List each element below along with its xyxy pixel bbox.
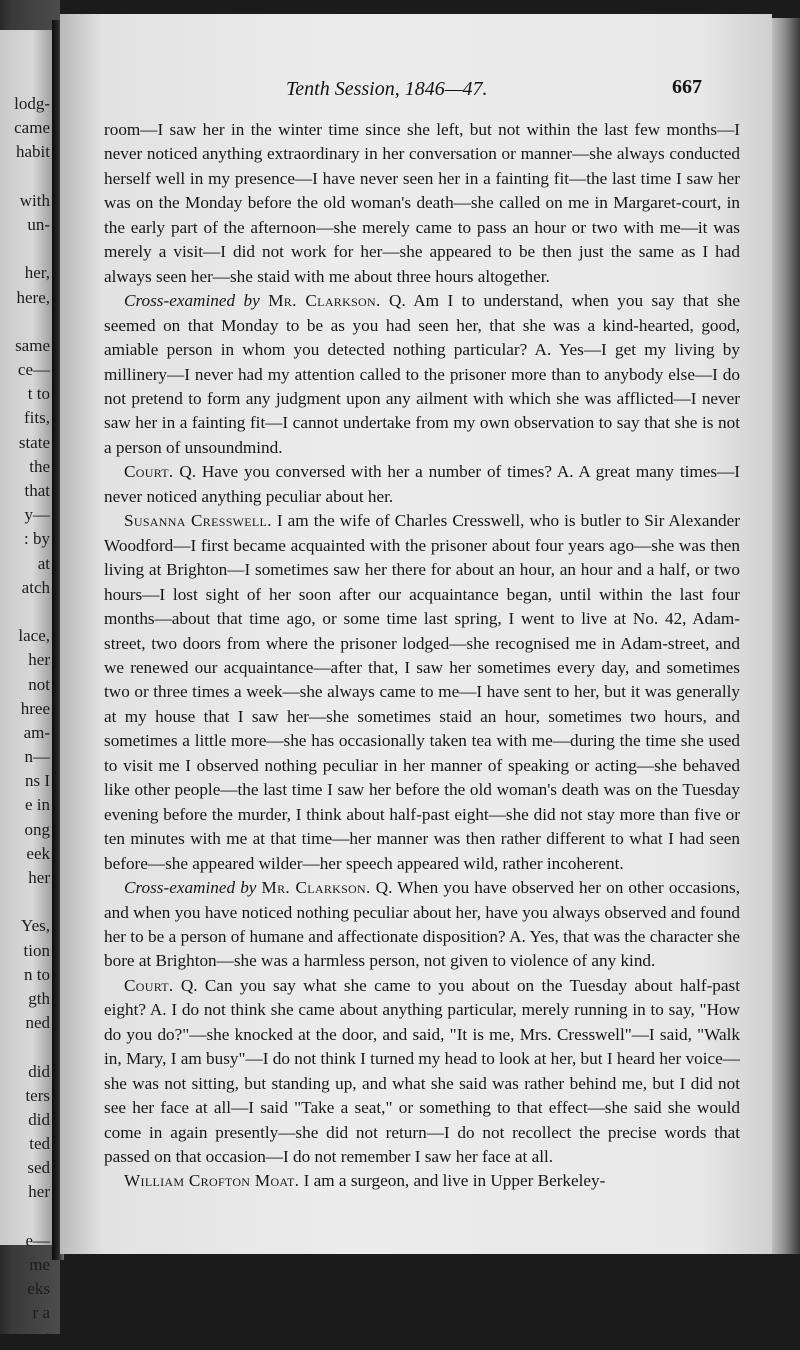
facing-page-fragment-line: atch — [21, 577, 50, 597]
facing-page-fragment-line — [14, 600, 50, 624]
facing-page-fragment-line: same — [15, 335, 50, 355]
book-page — [60, 14, 772, 1254]
paragraph-text: I am the wife of Charles Cresswell, who is butler to Sir Alexander Woodford—I first became acquainted with the prisoner about four years ago—she was then living at Brighton—I sometimes saw her there for about an hour, an hour and a half, or two hours—I lost sight of her soon after our acquaintance began, until within the last four months—about that time ago, or some time last spring, I went to live at No. 42, Adam-street, two doors from where the prisoner lodged—she recognised me in Adam-street, and we renewed our acquaintance—after that, I saw her sometimes every day, and sometimes two or three times a week—she always came to me—I have sent to her, but it was generally at my house that I saw her—she sometimes staid an hour, sometimes two hours, and sometimes a little more—she has occasionally taken tea with me—during the time she used to visit me I observed nothing peculiar in her manner of speaking or acting—she behaved like other people—the last time I saw her before the old woman's death was on the Tuesday evening before the murder, I think about half-past eight—she did not stay more than five or ten minutes with me at that time—her manner was then rather different to what I had seen before—she appeared wilder—her speech appeared wild, rather incoherent. — [104, 511, 740, 873]
facing-page-fragment-line: did — [28, 1109, 50, 1129]
facing-page-fragment — [0, 30, 54, 1347]
facing-page-fragment-line: that — [24, 481, 50, 500]
witness-name: William Crofton Moat. — [124, 1171, 300, 1191]
facing-page-fragment-line: e in — [24, 795, 50, 815]
facing-page-line-ends — [14, 92, 50, 1350]
facing-page-fragment-line: : by — [24, 529, 50, 549]
speaker-name: Mr. Clarkson. — [261, 878, 371, 898]
speaker-name: Court. — [124, 462, 174, 482]
facing-page-fragment-line: her, — [24, 263, 50, 283]
facing-page-fragment-line: y— — [24, 505, 50, 525]
facing-page-fragment-line: did — [28, 1061, 50, 1081]
body-text — [104, 118, 740, 1194]
facing-page-fragment-line: am- — [23, 722, 50, 742]
page-number: 667 — [672, 76, 702, 98]
facing-page-fragment-line: sed — [27, 1158, 50, 1178]
facing-page-fragment-line: e— — [25, 1230, 50, 1250]
paragraph-testimony-continued — [104, 118, 740, 289]
page-header — [60, 78, 772, 106]
facing-page-fragment-line: ce— — [17, 360, 50, 380]
facing-page-fragment-line: tion — [23, 940, 50, 960]
facing-page-fragment-line: n to — [24, 964, 50, 984]
facing-page-fragment-line: n— — [24, 747, 50, 767]
paragraph-text: Q. Can you say what she came to you about on the Tuesday about half-past eight? A. I do not think she came about anything particular, merely running in to say, "How do you do?"—she knocked at the door, and said, "It is me, Mrs. Cresswell"—I said, "Walk in, Mary, I am busy"—I do not think I turned my head to look at her, but I heard her voice—she was not sitting, but standing up, and what she said was rather behind me, but I did not see her face at all—I said "Take a seat," or something to that effect—she said she would come in again presently—she did not return—I do not recollect the precise words that passed on that occasion—I do not remember I saw her face at all. — [104, 975, 740, 1167]
paragraph-text: Q. When you have observed her on other occasions, and when you have noticed nothing peculiar about her, have you always observed and found her to be a person of humane and affectionate disposition? A. Yes, that was the character she bore at Brighton—she was a harmless person, not given to violence of any kind. — [104, 878, 740, 971]
facing-page-fragment-line: ent — [29, 1327, 50, 1347]
cross-examined-label: Cross-examined by — [124, 291, 260, 311]
facing-page-fragment-line: not — [28, 674, 50, 694]
paragraph-text: Q. Am I to understand, when you say that she seemed on that Monday to be as you had seen her, that she was a kind-hearted, good, amiable person in whom you detected nothing particular? A. Yes—I get my living by millinery—I never had my attention called to the prisoner more than to anybody else—I do not pretend to form any judgment upon any ailment with which she was afflicted—I never saw her in a fainting fit—I cannot undertake from my own observation to say that she is not a person of unsoundmind. — [104, 291, 740, 457]
running-title: Tenth Session, 1846—47. — [286, 78, 488, 100]
witness-name: Susanna Cresswell. — [124, 511, 272, 531]
facing-page-fragment-line: with — [19, 190, 50, 210]
facing-page-fragment-line: r a — [32, 1303, 50, 1323]
paragraph-text: room—I saw her in the winter time since she left, but not within the last few months—I never noticed anything extraordinary in her conversation or manner—she always conducted herself well in my presence—I have never seen her in a fainting fit—the last time I saw her was on the Monday before the old woman's death—she called on me in Margaret-court, in the early part of the afternoon—she merely came to pass an hour or two with me—it was merely a visit—I did not work for her—she appeared to be then just the same as I had always seen her—she staid with me about three hours altogether. — [104, 120, 740, 286]
facing-page-fragment-line — [14, 1035, 50, 1059]
facing-page-fragment-line: her — [28, 1182, 50, 1202]
facing-page-fragment-line: ters — [25, 1085, 50, 1105]
facing-page-fragment-line: lace, — [18, 626, 50, 646]
speaker-name: Mr. Clarkson. — [268, 291, 381, 311]
paragraph-text: Q. Have you conversed with her a number of times? A. A great many times—I never noticed anything peculiar about her. — [104, 462, 740, 506]
paragraph-text: I am a surgeon, and live in Upper Berkeley- — [299, 1171, 606, 1191]
cross-examined-label: Cross-examined by — [124, 878, 257, 898]
paragraph-cross-examination-2 — [104, 876, 740, 974]
facing-page-fragment-line: her — [28, 650, 50, 670]
facing-page-fragment-line: eek — [26, 843, 50, 863]
facing-page-fragment-line: state — [18, 432, 50, 452]
speaker-name: Court. — [124, 975, 174, 995]
facing-page-fragment-line: ted — [29, 1134, 50, 1154]
paragraph-cross-examination-1 — [104, 289, 740, 460]
facing-page-fragment-line: un- — [27, 214, 50, 234]
facing-page-fragment-line: t to — [27, 384, 50, 404]
paragraph-witness-cresswell — [104, 509, 740, 876]
facing-page-fragment-line — [14, 890, 50, 914]
facing-page-fragment-line: fits, — [24, 408, 50, 428]
facing-page-fragment-line: ns I — [24, 771, 50, 791]
facing-page-fragment-line — [14, 310, 50, 334]
page-edge — [772, 18, 800, 1254]
facing-page-fragment-line: here, — [16, 287, 50, 307]
facing-page-fragment-line: at — [37, 553, 50, 573]
facing-page-fragment-line: gth — [28, 988, 50, 1008]
facing-page-fragment-line: lodg- — [14, 94, 50, 113]
facing-page-fragment-line — [14, 165, 50, 189]
paragraph-court-1 — [104, 460, 740, 509]
paragraph-witness-moat — [104, 1169, 740, 1193]
facing-page-fragment-line — [14, 237, 50, 261]
facing-page-fragment-line: ned — [25, 1013, 50, 1033]
facing-page-fragment-line: ong — [24, 819, 50, 839]
facing-page-fragment-line: came — [14, 118, 50, 138]
facing-page-fragment-line: the — [29, 456, 50, 476]
facing-page-fragment-line: habit — [16, 142, 50, 162]
facing-page-fragment-line: me — [29, 1255, 50, 1274]
facing-page-fragment-line: Yes, — [21, 916, 50, 936]
facing-page-fragment-line: eks — [27, 1279, 50, 1299]
facing-page-fragment-line: her — [28, 868, 50, 887]
facing-page-fragment-line — [14, 1205, 50, 1229]
paragraph-court-2 — [104, 974, 740, 1170]
facing-page-fragment-line: hree — [20, 698, 50, 718]
